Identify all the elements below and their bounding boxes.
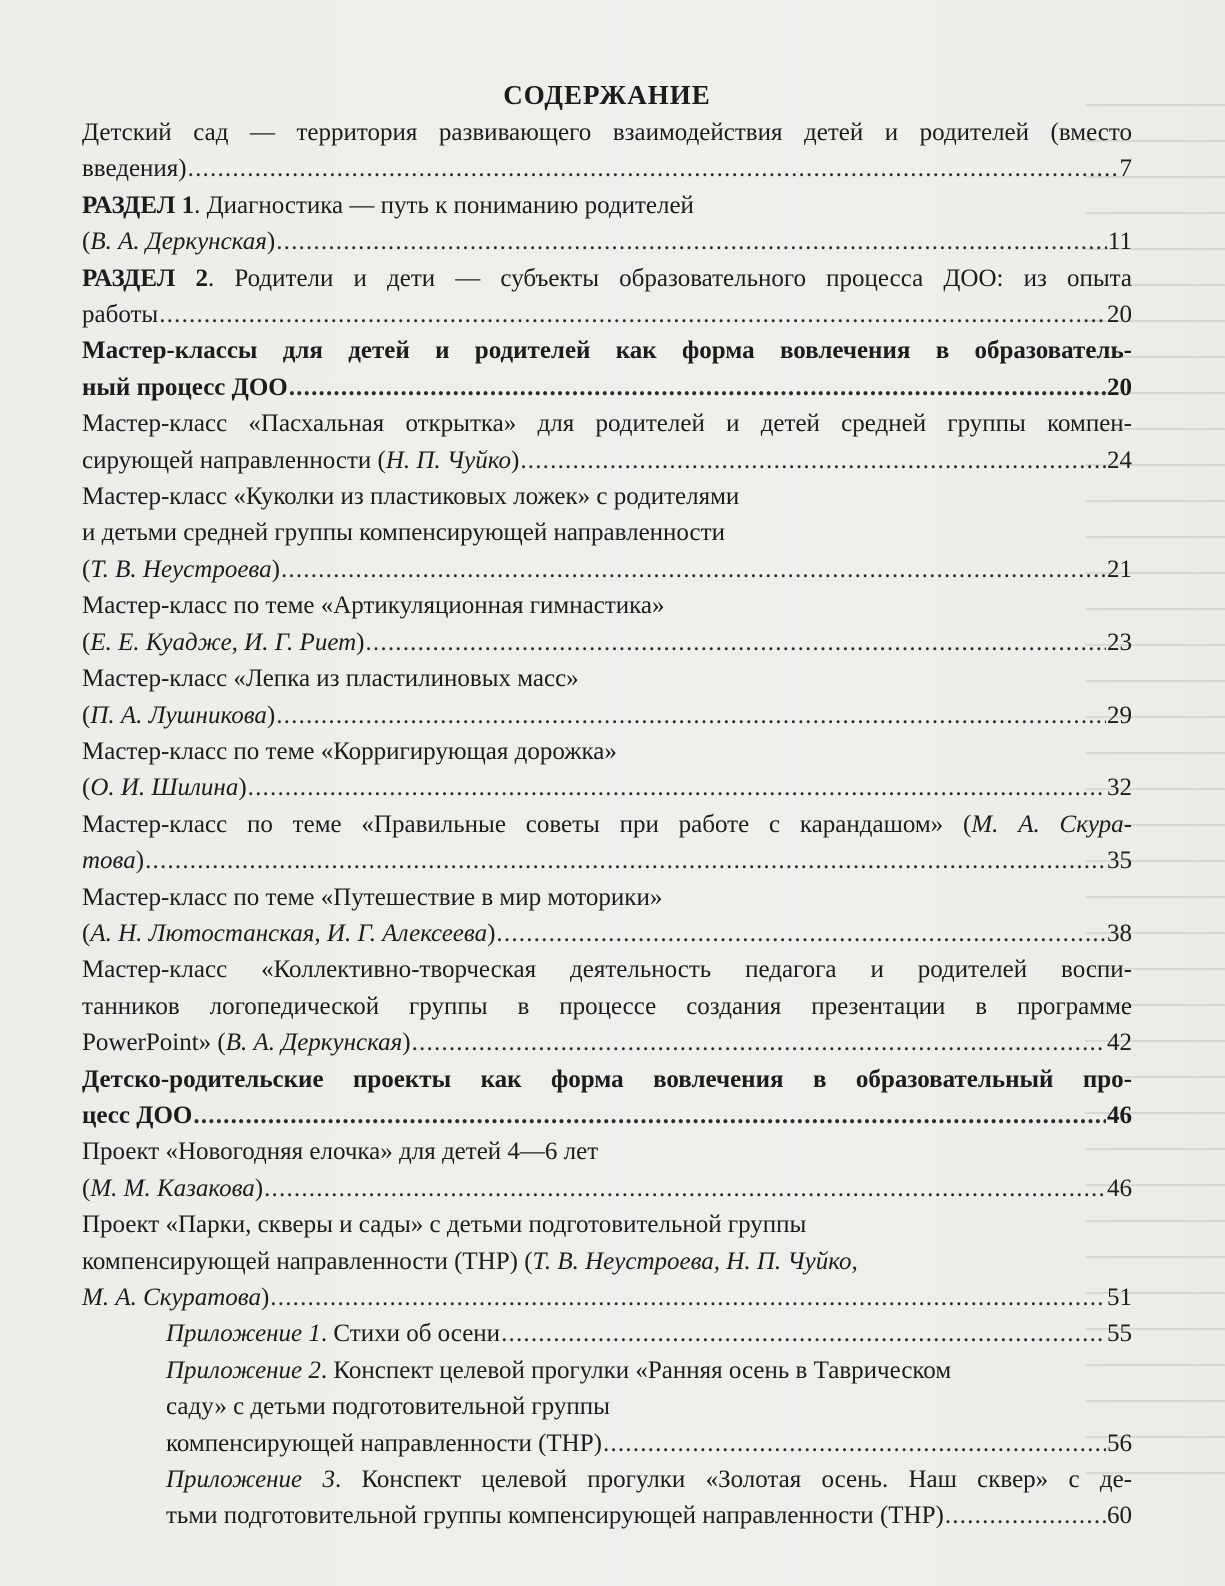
dot-leader (248, 770, 1106, 806)
appendix-label: Приложение 1 (166, 1320, 321, 1348)
toc-entry-text: Мастер-класс «Пасхальная открытка» для родителей и детей средней группы компен- (82, 410, 1132, 438)
page-number: 46 (1107, 1174, 1132, 1202)
toc-entry-text: PowerPoint» ( (82, 1029, 226, 1057)
toc-entry-text: тьми подготовительной группы компенсирующей направленности (ТНР) (166, 1502, 944, 1530)
toc-entry-text: танников логопедической группы в процессе создания презентации в программе (82, 992, 1132, 1020)
toc-entry-text: Детский сад — территория развивающего взаимодействия детей и родителей (вместо (82, 119, 1132, 146)
page-number: 35 (1107, 847, 1132, 875)
dot-leader (276, 224, 1107, 260)
appendix-label: Приложение 3 (166, 1466, 335, 1494)
toc-entry-text: работы (82, 301, 159, 329)
toc-entry-text: Мастер-класс по теме «Путешествие в мир моторики» (82, 883, 663, 911)
toc-entry-text: Мастер-классы для детей и родителей как форма вовлечения в образователь- (82, 337, 1132, 365)
author: Т. В. Неустроева (90, 555, 272, 583)
toc-entry-text: Проект «Парки, скверы и сады» с детьми подготовительной группы (82, 1211, 807, 1239)
toc-entry-easter-card[interactable] (82, 406, 1132, 479)
toc-entry-appendix-3[interactable] (82, 1462, 1132, 1535)
author: това (82, 847, 136, 875)
toc-entry-text: ) (402, 1029, 411, 1057)
toc-entry-appendix-1[interactable] (82, 1316, 1132, 1352)
dot-leader (193, 1098, 1106, 1134)
section-label: РАЗДЕЛ 2 (82, 264, 208, 292)
author: М. А. Скура- (971, 810, 1132, 838)
toc-entry-text: Мастер-класс по теме «Корригирующая дорожка» (82, 737, 617, 765)
page-number: 56 (1107, 1429, 1132, 1457)
author: Н. П. Чуйко (385, 446, 511, 474)
author: Т. В. Неустроева, Н. П. Чуйко, (532, 1247, 858, 1275)
page-number: 23 (1107, 628, 1132, 656)
toc-entry-pencil-tips[interactable]: Мастер-класс по теме «Правильные советы при работе с карандашом» (М. А. Скура- това) ..... 35 (82, 807, 1132, 880)
toc-entry-text: Мастер-класс «Лепка из пластилиновых масс» (82, 665, 579, 693)
dot-leader (270, 1280, 1106, 1316)
toc-entry-text: введения) (82, 155, 187, 183)
toc-entry-corrective-path[interactable]: Мастер-класс по теме «Корригирующая дорожка» (О. И. Шилина) ..... 32 (82, 734, 1132, 807)
author: М. М. Казакова (90, 1174, 255, 1202)
toc-entry-text: и детьми средней группы компенсирующей направленности (82, 519, 725, 547)
toc-entry-text: Мастер-класс по теме «Артикуляционная гимнастика» (82, 592, 665, 620)
page-number: 60 (1107, 1502, 1132, 1530)
dot-leader (188, 151, 1119, 187)
page-number: 24 (1107, 446, 1132, 474)
page-number: 42 (1107, 1029, 1132, 1057)
dot-leader (289, 370, 1106, 406)
dot-leader (365, 625, 1106, 661)
table-of-contents (82, 76, 1132, 1535)
dot-leader (145, 843, 1106, 879)
dot-leader (520, 443, 1106, 479)
page-number: 7 (1119, 155, 1132, 183)
appendix-label: Приложение 2 (166, 1356, 321, 1384)
dot-leader (264, 1171, 1106, 1207)
toc-entry-text: Детско-родительские проекты как форма вовлечения в образовательный про- (82, 1065, 1132, 1093)
toc-entry-text: компенсирующей направленности (ТНР) (166, 1429, 602, 1457)
toc-entry-master-classes-heading[interactable] (82, 333, 1132, 406)
page-number: 11 (1107, 228, 1132, 256)
dot-leader (496, 916, 1106, 952)
author: М. А. Скуратова (82, 1284, 261, 1311)
toc-entry-section-2[interactable] (82, 261, 1132, 334)
page-number: 38 (1107, 919, 1132, 947)
toc-entry-section-1[interactable]: РАЗДЕЛ 1. Диагностика — путь к пониманию родителей (В. А. Деркунская) ..... 11 (82, 188, 1132, 261)
dot-leader (945, 1498, 1106, 1534)
toc-entry-powerpoint[interactable] (82, 952, 1132, 1061)
toc-entry-projects-heading[interactable] (82, 1062, 1132, 1135)
author: О. И. Шилина (90, 774, 239, 802)
page-number: 29 (1107, 701, 1132, 729)
author: Е. Е. Куадже, И. Г. Риет (90, 628, 357, 656)
toc-entry-text: компенсирующей направленности (ТНР) ( (82, 1247, 533, 1275)
toc-entry-text: . Стихи об осени (320, 1320, 501, 1348)
toc-entry-appendix-2[interactable] (82, 1353, 1132, 1462)
toc-entry-text: ) (511, 446, 520, 474)
toc-entry-text: Мастер-класс «Коллективно-творческая деятельность педагога и родителей воспи- (82, 956, 1132, 984)
dot-leader (501, 1316, 1106, 1352)
toc-entry-spoon-dolls[interactable]: Мастер-класс «Куколки из пластиковых ложек» с родителями и детьми средней группы компенсирующей направленности (Т. В. Неустроева) ..... 21 (82, 479, 1132, 588)
toc-entry-text: . Диагностика — путь к пониманию родителей (194, 191, 694, 219)
toc-entry-text: Проект «Новогодняя елочка» для детей 4—6 лет (82, 1138, 599, 1166)
page-number: 46 (1107, 1101, 1132, 1129)
toc-title: СОДЕРЖАНИЕ (503, 80, 711, 110)
toc-entry-text: . Конспект целевой прогулки «Ранняя осень в Таврическом (320, 1356, 952, 1384)
page-number: 20 (1107, 301, 1132, 329)
toc-entry-articulation[interactable]: Мастер-класс по теме «Артикуляционная гимнастика» (Е. Е. Куадже, И. Г. Риет) ..... 23 (82, 588, 1132, 661)
dot-leader (281, 552, 1106, 588)
page-number: 32 (1107, 774, 1132, 802)
dot-leader (603, 1426, 1106, 1462)
toc-entry-text: сирующей направленности ( (82, 446, 386, 474)
toc-entry-text: Мастер-класс «Куколки из пластиковых ложек» с родителями (82, 483, 740, 511)
page-number: 55 (1107, 1320, 1132, 1348)
page-number: 21 (1107, 555, 1132, 583)
toc-entry-text: ный процесс ДОО (82, 373, 288, 401)
page-number: 51 (1107, 1284, 1132, 1311)
toc-entry-text: саду» с детьми подготовительной группы (166, 1393, 610, 1421)
dot-leader (159, 297, 1106, 333)
author: П. А. Лушникова (90, 701, 267, 729)
toc-entry-text: цесс ДОО (82, 1101, 193, 1129)
toc-entry-introduction[interactable] (82, 115, 1132, 188)
author: В. А. Деркунская (225, 1029, 403, 1057)
toc-entry-parks[interactable]: Проект «Парки, скверы и сады» с детьми подготовительной группы компенсирующей направленности (ТНР) (Т. В. Неустроева, Н. П. Чуйко, М. А. Скуратова) ..... 51 (82, 1207, 1132, 1316)
toc-entry-text: . Родители и дети — субъекты образовательного процесса ДОО: из опыта (207, 264, 1132, 292)
toc-entry-text: . Конспект целевой прогулки «Золотая осень. Наш сквер» с де- (334, 1466, 1132, 1494)
dot-leader (412, 1025, 1106, 1061)
toc-entry-plasticine[interactable]: Мастер-класс «Лепка из пластилиновых масс» (П. А. Лушникова) ..... 29 (82, 661, 1132, 734)
page-number: 20 (1107, 373, 1132, 401)
dot-leader (276, 698, 1106, 734)
toc-entry-new-year-tree[interactable]: Проект «Новогодняя елочка» для детей 4—6 лет (М. М. Казакова) ..... 46 (82, 1134, 1132, 1207)
toc-entry-text: Мастер-класс по теме «Правильные советы при работе с карандашом» ( (82, 810, 972, 838)
section-label: РАЗДЕЛ 1 (82, 191, 195, 219)
toc-entry-motor-skills[interactable]: Мастер-класс по теме «Путешествие в мир моторики» (А. Н. Лютостанская, И. Г. Алексеева) ..... 38 (82, 880, 1132, 953)
author: В. А. Деркунская (90, 228, 267, 256)
author: А. Н. Лютостанская, И. Г. Алексеева (90, 919, 488, 947)
